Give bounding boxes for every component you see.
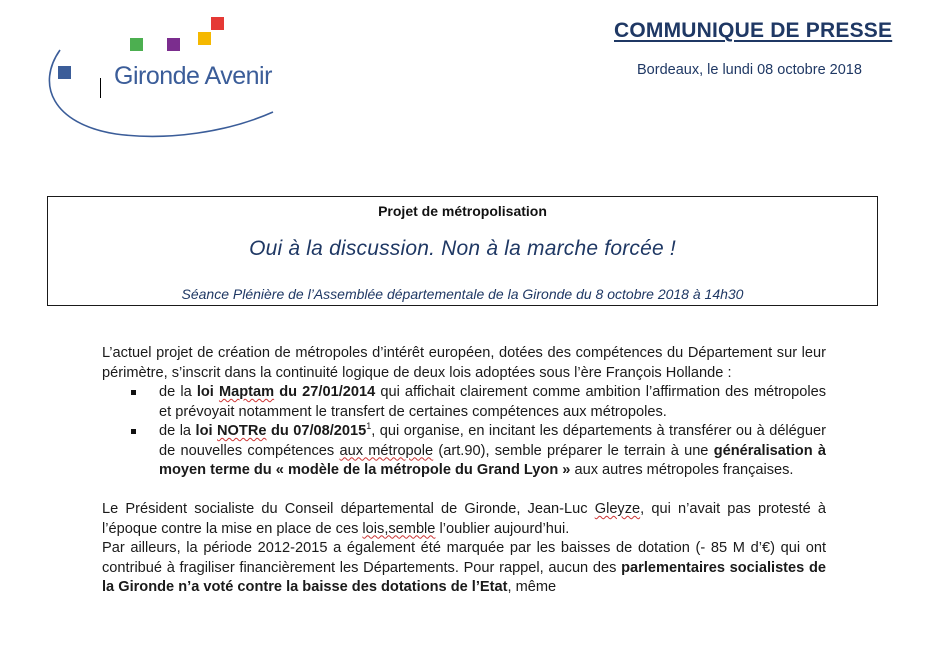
intro-paragraph: L’actuel projet de création de métropoles d’intérêt européen, dotées des compétences du Département sur leur périmètre, s’inscrit dans la continuité logique de deux lois adoptées sous l’ère François Hollande :: [102, 345, 826, 381]
list-item-maptam: de la loi Maptam du 27/01/2014 qui affichait clairement comme ambition l’affirmation des métropoles et prévoyait notamment le transfert de certaines compétences aux métropoles.: [102, 383, 826, 422]
document-body: [102, 344, 826, 598]
gironde-avenir-logo: [38, 14, 278, 142]
paragraph-dotations: Par ailleurs, la période 2012-2015 a également été marquée par les baisses de dotation (- 85 M d’€) qui ont contribué à fragiliser financièrement les Départements. Pour rappel, aucun des parlementaires socialistes de la Gironde n’a voté contre la baisse des dotations de l’Etat, même: [102, 540, 827, 595]
paragraph-president: Le Président socialiste du Conseil départemental de Gironde, Jean-Luc Gleyze, qui n’avait pas protesté à l’époque contre la mise en place de ces lois,semble l’oublier aujourd’hui.: [102, 501, 826, 537]
logo-square-green: [130, 38, 143, 51]
logo-square-purple: [167, 38, 180, 51]
session-line: Séance Plénière de l’Assemblée départementale de la Gironde du 8 octobre 2018 à 14h30: [181, 286, 744, 302]
footnote-ref[interactable]: 1: [366, 421, 372, 432]
square-bullet-icon: [131, 390, 136, 395]
date-line: Bordeaux, le lundi 08 octobre 2018: [637, 62, 862, 78]
logo-text: Gironde Avenir: [114, 62, 272, 90]
logo-square-yellow: [198, 32, 211, 45]
box-title: Projet de métropolisation: [378, 203, 547, 219]
headline: Oui à la discussion. Non à la marche forcée !: [249, 237, 676, 260]
press-release-title: COMMUNIQUE DE PRESSE: [614, 19, 893, 42]
law-list: [102, 383, 826, 481]
logo-square-red: [211, 17, 224, 30]
text-cursor: [100, 78, 101, 98]
square-bullet-icon: [131, 429, 136, 434]
headline-box: [47, 196, 878, 306]
logo-square-blue: [58, 66, 71, 79]
list-item-notre: de la loi NOTRe du 07/08/2015$^1$, qui organise, en incitant les départements à transférer ou à déléguer de nouvelles compétences aux métropole (art.90), semble préparer le terrain à une généralisation à moyen terme du « modèle de la métropole du Grand Lyon » aux autres métropoles françaises.: [102, 422, 826, 481]
